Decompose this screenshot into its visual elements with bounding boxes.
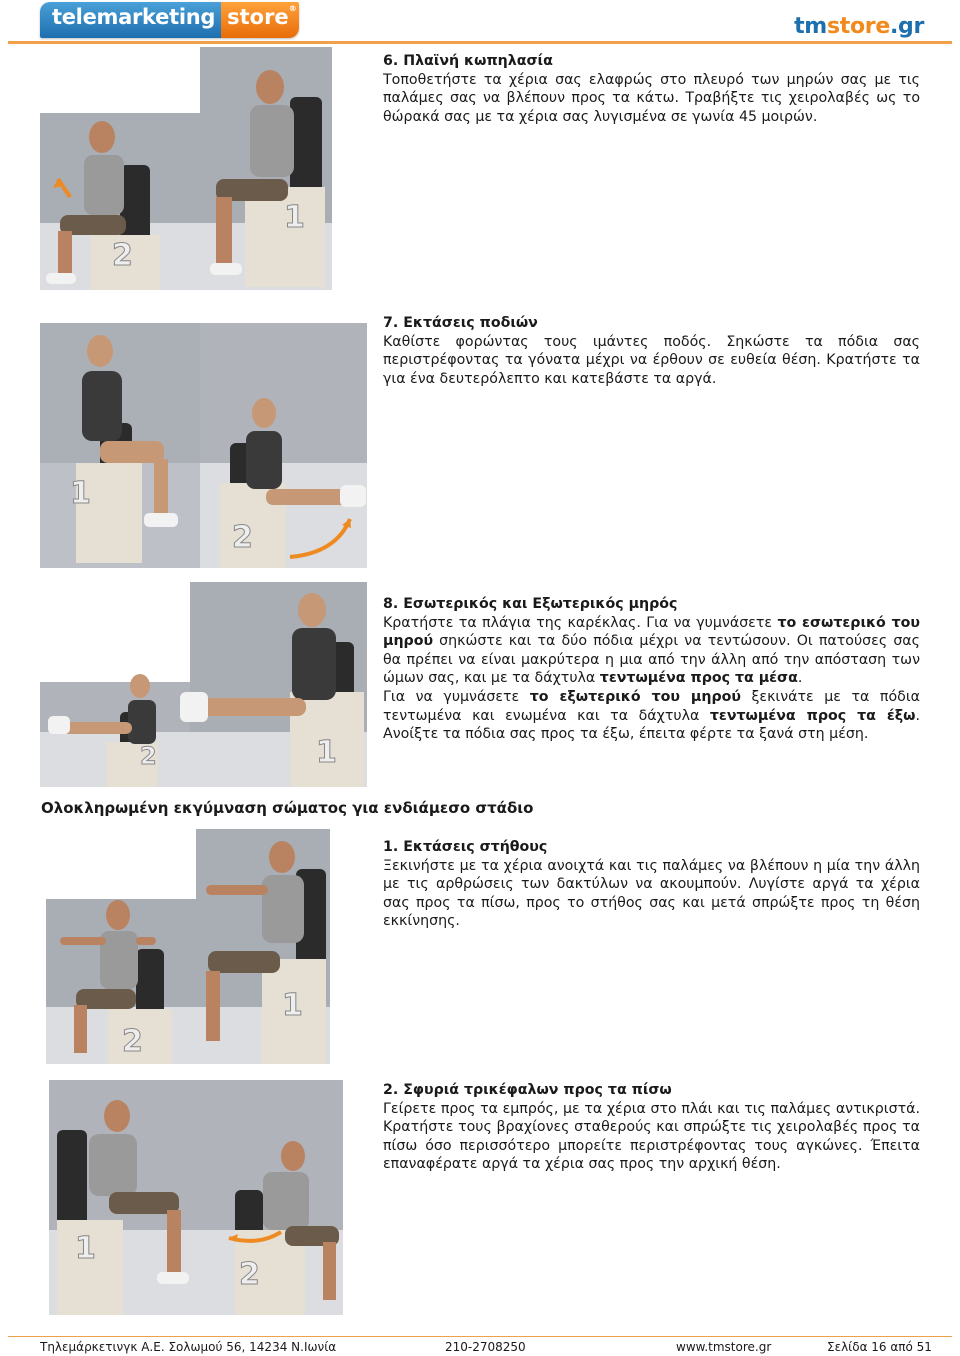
registered-mark: ® (288, 4, 297, 13)
step-label-2: 2 (112, 238, 133, 273)
step-label-2: 2 (122, 1024, 143, 1059)
section-body: Καθίστε φορώντας τους ιμάντες ποδός. Σηκώστε τα πόδια σας περιστρέφοντας τα γόνατα μέχρι να έρθουν σε ευθεία θέση. Κρατήστε τα για ένα δευτερόλεπτο και κατεβάστε τα αργά. (383, 333, 920, 387)
section-leg-extensions (383, 314, 920, 388)
body-bold: τεντωμένα προς τα μέσα (599, 670, 798, 687)
step-label-2: 2 (239, 1257, 260, 1292)
section-title: 2. Σφυριά τρικέφαλων προς τα πίσω (383, 1082, 672, 1098)
step-label-1: 1 (284, 200, 305, 235)
logo-left-part2 (221, 2, 299, 38)
body-text: Για να γυμνάσετε (383, 688, 530, 705)
tmstore-logo (794, 14, 924, 39)
logo-right-gr: .gr (889, 14, 924, 39)
section-side-rowing (383, 52, 920, 126)
section-inner-outer-thigh (383, 595, 920, 744)
section-title: 7. Εκτάσεις ποδιών (383, 315, 538, 331)
step-label-1: 1 (70, 476, 91, 511)
photo-leg-extensions (40, 323, 367, 568)
step-label-1: 1 (316, 735, 337, 770)
body-bold: τεντωμένα προς τα έξω (709, 707, 916, 724)
telemarketing-store-logo (40, 2, 299, 38)
body-text: σηκώστε και τα δύο πόδια μέχρι να τεντώσουν. Οι πατούσες σας θα πρέπει να είναι μακρύτερα η μια από την άλλη από την απόσταση των ώμων σας, και με τα δάχτυλα (383, 633, 920, 687)
footer-phone: 210-2708250 (445, 1340, 526, 1354)
body-text: Κρατήστε τα πλάγια της καρέκλας. Για να γυμνάσετε (383, 614, 778, 631)
header-rule (8, 41, 952, 44)
body-text: . Ανοίξτε τα πόδια σας προς τα έξω, έπειτα φέρτε τα ξανά στη μέση. (383, 707, 920, 743)
section-title: 1. Εκτάσεις στήθους (383, 839, 548, 855)
step-label-1: 1 (75, 1231, 96, 1266)
footer-page-number: Σελίδα 16 από 51 (827, 1340, 932, 1354)
section-body: Γείρετε προς τα εμπρός, με τα χέρια στο πλάι και τις παλάμες αντικριστά. Κρατήστε τους βραχίονες σταθερούς και σπρώξτε τις χειρολαβές προς τα πίσω όσο περισσότερο μπορείτε περιστρέφοντας τους αγκώνες. Έπειτα επαναφέρατε αργά τα χέρια σας προς την αρχική θέση. (383, 1100, 920, 1173)
section-triceps-kickbacks (383, 1081, 920, 1174)
body-bold: το εξωτερικό του μηρού (529, 688, 741, 705)
body-text: . (797, 670, 803, 687)
section-body: Ξεκινήστε με τα χέρια ανοιχτά και τις παλάμες να βλέπουν η μία την άλλη με τις αρθρώσεις των δακτύλων να ακουμπούν. Λυγίστε αργά τα χέρια σας προς τα πίσω, προς το στήθος σας και μετά σπρώξτε προς τη θέση εκκίνησης. (383, 857, 920, 930)
logo-right-tm: tm (794, 14, 827, 39)
step-label-2: 2 (232, 520, 253, 555)
footer-website: www.tmstore.gr (676, 1340, 772, 1354)
section-body-inner (383, 614, 920, 688)
logo-left-part2-text: store (227, 5, 289, 29)
body-bold: το εσωτερικό του μηρού (383, 614, 920, 650)
photo-inner-outer-thigh (40, 582, 367, 787)
logo-right-store: store (826, 14, 890, 39)
body-text: ξεκινάτε με τα πόδια τεντωμένα και ενωμένα και τα δάχτυλα (383, 688, 920, 724)
section-body: Τοποθετήστε τα χέρια σας ελαφρώς στο πλευρό των μηρών σας με τις παλάμες σας να βλέπουν προς τα κάτω. Τραβήξτε τις χειρολαβές ως το θώρακά σας με τα χέρια σας λυγισμένα σε γωνία 45 μοιρών. (383, 71, 920, 125)
section-chest-extensions (383, 838, 920, 931)
footer-company: Τηλεμάρκετινγκ Α.Ε. Σολωμού 56, 14234 Ν.Ιωνία (40, 1340, 337, 1354)
step-label-1: 1 (282, 988, 303, 1023)
intermediate-workout-heading: Ολοκληρωμένη εκγύμναση σώματος για ενδιάμεσο στάδιο (41, 799, 534, 817)
footer-rule (8, 1336, 952, 1337)
photo-side-rowing (40, 47, 332, 290)
photo-triceps-kickbacks (49, 1080, 343, 1315)
photo-chest-extensions (46, 829, 330, 1064)
section-title: 8. Εσωτερικός και Εξωτερικός μηρός (383, 596, 678, 612)
section-body-outer (383, 688, 920, 744)
step-label-2: 2 (140, 742, 157, 770)
section-title: 6. Πλαϊνή κωπηλασία (383, 53, 553, 69)
logo-left-part1: telemarketing (40, 2, 221, 38)
